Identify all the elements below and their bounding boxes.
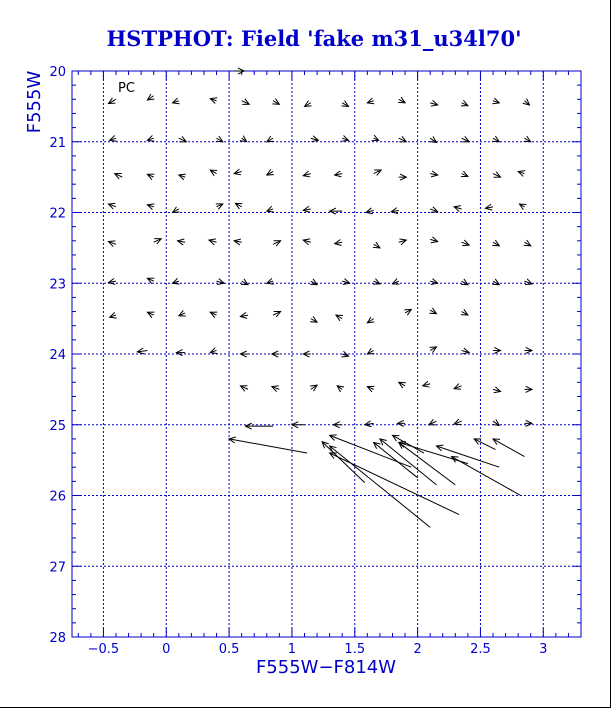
data-arrow [399, 174, 407, 180]
chart-title: HSTPHOT: Field 'fake m31_u34l70' [106, 26, 522, 51]
y-tick-label: 23 [49, 277, 66, 293]
data-arrow [374, 170, 382, 176]
y-tick-label: 22 [49, 206, 66, 222]
data-arrow [342, 101, 349, 107]
y-tick-label: 28 [49, 631, 66, 646]
data-arrow [399, 442, 456, 484]
data-arrow [367, 317, 374, 323]
data-arrow [108, 203, 116, 209]
data-arrow [335, 171, 343, 177]
arrow-head [310, 385, 317, 391]
arrow-shaft [493, 439, 524, 457]
data-arrow [235, 203, 242, 209]
data-arrow [330, 435, 412, 467]
data-arrow [272, 386, 280, 392]
data-arrow [330, 446, 431, 527]
arrow-shaft [392, 435, 423, 453]
data-arrow [267, 136, 274, 142]
data-arrow [399, 239, 407, 245]
data-arrow [108, 241, 116, 247]
data-arrow [240, 312, 248, 318]
data-arrow [173, 278, 180, 284]
data-arrow [267, 169, 274, 175]
data-arrow [392, 435, 423, 453]
data-arrow [303, 351, 311, 357]
data-arrow [430, 171, 438, 177]
arrow-head [240, 136, 247, 142]
data-arrow [303, 206, 311, 212]
arrow-shaft [330, 435, 412, 467]
x-axis-label: F555W−F814W [255, 657, 397, 678]
data-arrow [209, 239, 217, 245]
data-arrow [303, 171, 311, 177]
data-arrow [524, 240, 531, 246]
data-arrow [462, 136, 470, 142]
data-arrow [493, 172, 501, 178]
data-arrow [399, 136, 407, 142]
data-arrow [454, 206, 462, 212]
x-tick-label: 0 [162, 642, 171, 657]
data-arrow [179, 310, 186, 316]
data-arrow [245, 423, 273, 429]
data-arrow [492, 419, 499, 425]
data-arrow [524, 347, 532, 353]
data-arrow [485, 204, 493, 210]
arrow-head [372, 135, 379, 141]
data-arrow [272, 351, 280, 357]
data-arrow [493, 439, 524, 457]
data-arrow [524, 386, 532, 392]
data-arrow [429, 308, 436, 314]
x-tick-label: 1.5 [344, 642, 366, 657]
data-arrow [462, 240, 470, 246]
data-arrow [333, 422, 342, 428]
data-arrow [524, 420, 532, 426]
arrow-shaft [399, 442, 456, 484]
data-arrow [240, 136, 247, 142]
data-arrow [292, 422, 305, 428]
data-arrow [179, 136, 187, 142]
data-arrow [272, 99, 279, 105]
arrow-shaft [322, 442, 365, 483]
arrow-head [492, 419, 499, 425]
y-tick-label: 26 [49, 489, 66, 505]
data-arrow [474, 439, 495, 450]
data-arrow [430, 237, 438, 243]
data-arrow [154, 239, 162, 245]
data-arrow [240, 386, 248, 392]
data-arrow [493, 347, 501, 353]
data-arrow [423, 381, 431, 387]
pc-annotation: PC [118, 81, 135, 96]
data-arrow [392, 279, 399, 285]
data-arrow [523, 99, 530, 105]
data-arrow [372, 135, 379, 141]
arrow-head [367, 317, 374, 323]
data-arrow [335, 239, 343, 245]
data-arrow [492, 136, 499, 142]
data-arrow [210, 170, 217, 176]
grid-lines [72, 71, 581, 637]
data-arrow [373, 242, 380, 248]
data-arrow [147, 204, 154, 210]
arrow-head [147, 94, 154, 100]
tick-labels [49, 65, 547, 657]
data-arrow [374, 442, 418, 477]
x-tick-label: 3 [539, 642, 548, 657]
data-arrow [398, 420, 406, 426]
arrow-shaft [330, 446, 431, 527]
data-arrow [303, 239, 311, 245]
data-arrow [210, 98, 217, 104]
data-arrow [178, 239, 186, 245]
data-arrow [179, 174, 186, 180]
data-arrow [336, 315, 343, 321]
data-arrow [367, 386, 374, 392]
data-arrow [436, 445, 499, 467]
y-tick-label: 25 [49, 418, 66, 434]
data-arrow [137, 348, 147, 354]
data-arrow [430, 279, 438, 285]
x-tick-label: 1 [287, 642, 297, 657]
data-arrow [430, 207, 438, 213]
data-arrow [461, 100, 468, 106]
data-arrow [322, 442, 365, 483]
data-arrow [429, 419, 437, 425]
data-arrow [342, 135, 349, 141]
data-arrow [399, 382, 406, 388]
data-arrow [492, 98, 499, 104]
data-arrow [367, 98, 374, 104]
data-arrow [108, 98, 116, 104]
arrow-shaft [474, 439, 495, 450]
data-arrow [305, 101, 312, 107]
data-arrow [273, 311, 281, 317]
x-tick-label: 2 [413, 642, 422, 657]
data-arrow [310, 279, 317, 285]
data-arrow [173, 207, 180, 213]
x-tick-label: 2.5 [470, 642, 491, 657]
data-arrow [147, 135, 154, 141]
y-tick-label: 21 [49, 135, 66, 151]
y-tick-label: 24 [49, 348, 66, 363]
data-arrow [176, 350, 185, 356]
data-arrow [398, 97, 405, 103]
data-arrow [216, 136, 223, 142]
data-arrow [210, 312, 217, 318]
data-arrow [461, 309, 468, 315]
data-arrow [234, 68, 244, 74]
data-arrow [234, 239, 242, 245]
data-arrow [454, 384, 462, 390]
data-arrow [267, 206, 274, 212]
arrow-field [108, 68, 532, 527]
data-arrow [110, 312, 117, 318]
data-arrow [311, 136, 319, 142]
data-arrow [461, 171, 468, 177]
data-arrow [229, 437, 307, 453]
y-axis-label: F555W [24, 70, 45, 134]
y-tick-label: 27 [49, 560, 66, 576]
data-arrow [492, 240, 499, 246]
data-arrow [147, 174, 154, 180]
data-arrow [461, 279, 468, 285]
data-arrow [234, 169, 242, 175]
data-arrow [518, 171, 525, 177]
data-arrow [367, 348, 374, 354]
data-arrow [241, 279, 248, 285]
data-arrow [210, 348, 217, 354]
data-arrow [430, 136, 437, 142]
arrow-head [337, 386, 344, 392]
x-tick-label: −0.5 [87, 642, 120, 657]
data-arrow [240, 351, 248, 357]
data-arrow [365, 421, 374, 427]
data-arrow [493, 387, 501, 393]
data-arrow [430, 100, 438, 106]
data-arrow [273, 241, 281, 247]
x-tick-label: 0.5 [218, 642, 240, 657]
data-arrow [519, 204, 526, 210]
data-arrow [147, 94, 154, 100]
data-arrow [147, 312, 154, 318]
data-arrow [337, 386, 344, 392]
data-arrow [342, 279, 350, 285]
arrow-head [430, 136, 437, 142]
data-arrow [242, 99, 250, 105]
y-tick-label: 20 [49, 65, 66, 80]
arrow-shaft [374, 442, 418, 477]
data-arrow [310, 385, 317, 391]
data-arrow [330, 208, 343, 214]
data-arrow [492, 279, 499, 285]
data-arrow [462, 348, 470, 354]
data-arrow [115, 174, 123, 180]
data-arrow [110, 135, 117, 141]
data-arrow [454, 419, 462, 425]
data-arrow [524, 136, 531, 142]
data-arrow [173, 98, 180, 104]
data-arrow [429, 347, 436, 353]
data-arrow [216, 204, 223, 210]
arrow-head [519, 204, 526, 210]
arrow-shaft [229, 439, 307, 453]
data-arrow [310, 316, 317, 322]
data-arrow [404, 309, 411, 315]
